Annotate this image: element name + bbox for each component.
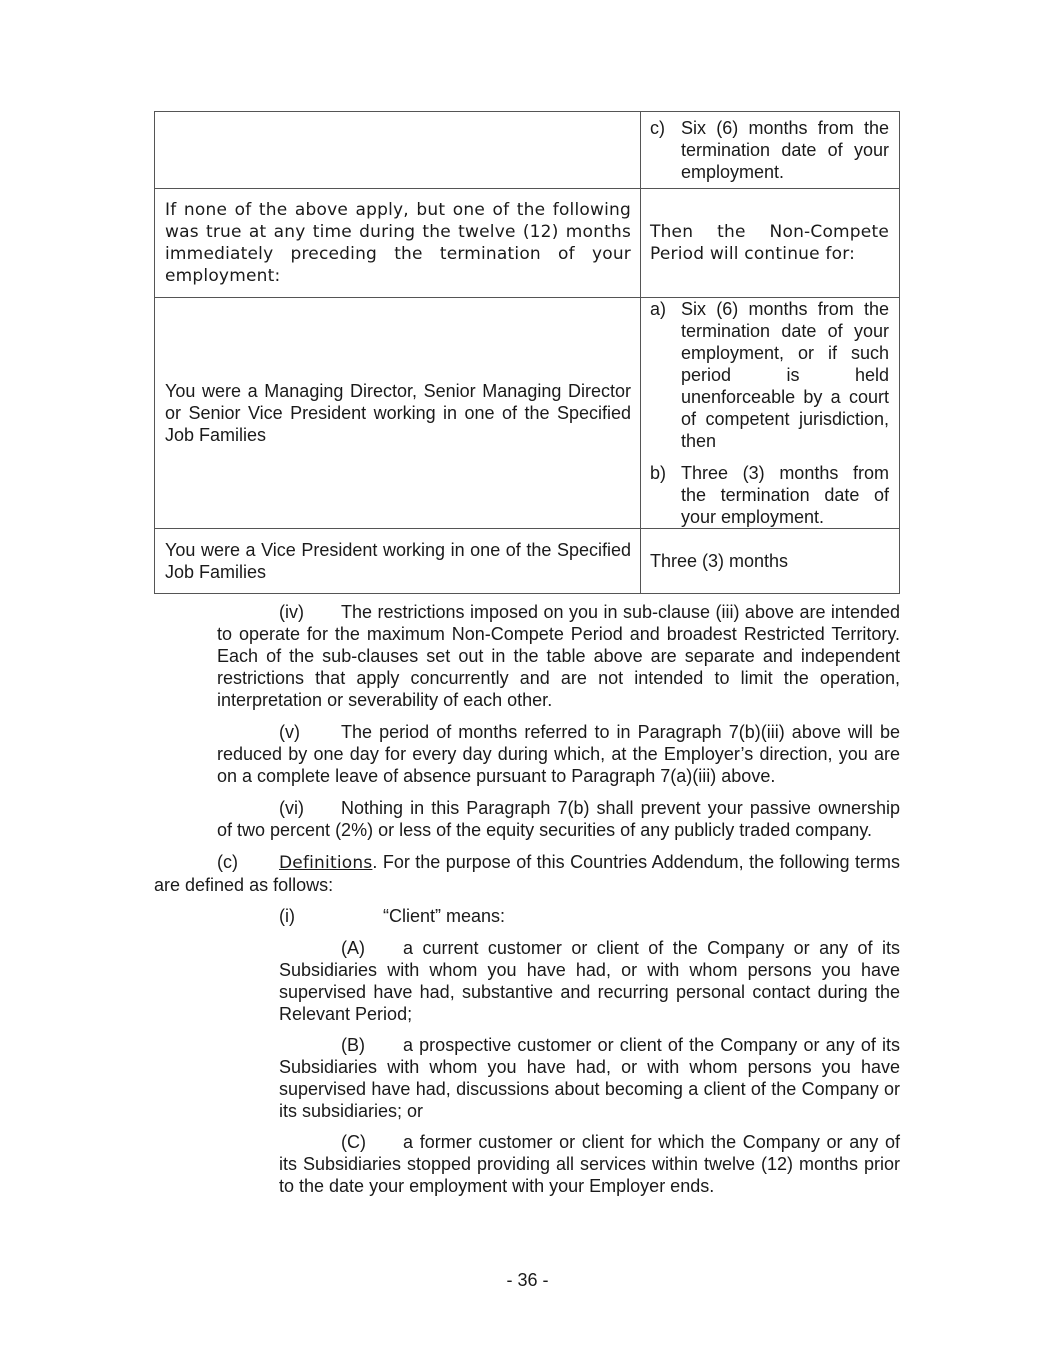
paragraph-v [217, 721, 900, 787]
list-item [650, 298, 889, 452]
paragraph-label: (i) [279, 906, 295, 926]
item-text: Three (3) months from the termination date of your employment. [681, 463, 889, 527]
non-compete-table [154, 111, 900, 594]
paragraph-label: (B) [341, 1035, 365, 1055]
table-cell: If none of the above apply, but one of the following was true at any time during the twelve (12) months immediately preceding the termination of your employment: [155, 189, 641, 298]
paragraph-label: (vi) [279, 798, 304, 818]
table-row [155, 189, 900, 298]
item-marker: c) [650, 118, 665, 138]
paragraph-text: a former customer or client for which the Company or any of its Subsidiaries stopped providing all services within twelve (12) months prior to the date your employment with your Employer ends. [279, 1132, 900, 1196]
table-cell [641, 112, 900, 189]
paragraph-iv [217, 601, 900, 711]
list-item [650, 462, 889, 528]
paragraph-text: a current customer or client of the Company or any of its Subsidiaries with whom you have had, or with whom persons you have supervised have had, substantive and recurring personal contact during the Relevant Period; [279, 938, 900, 1024]
definitions-heading: Definitions [279, 853, 373, 873]
paragraph-text: . For the purpose of this Countries Addendum, the following terms are defined as follows: [154, 852, 900, 895]
paragraph-i [279, 905, 900, 927]
table-cell: You were a Managing Director, Senior Managing Director or Senior Vice President working in one of the Specified Job Families [155, 298, 641, 529]
table-cell: Then the Non-Compete Period will continue for: [641, 189, 900, 298]
paragraph-vi [217, 797, 900, 841]
paragraph-label: (C) [341, 1132, 366, 1152]
table-cell [641, 298, 900, 529]
table-cell-empty [155, 112, 641, 189]
list-item [650, 117, 889, 183]
table-row [155, 529, 900, 594]
table-row [155, 112, 900, 189]
paragraph-A [279, 937, 900, 1025]
paragraph-label: (v) [279, 722, 300, 742]
paragraph-text: The restrictions imposed on you in sub-clause (iii) above are intended to operate for the maximum Non-Compete Period and broadest Restricted Territory. Each of the sub-clauses set out in the table above are separate and independent restrictions that apply concurrently and are not intended to limit the operation, interpretation or severability of each other. [217, 602, 900, 710]
paragraph-label: (c) [217, 852, 238, 872]
table-row [155, 298, 900, 529]
page-number: - 36 - [506, 1270, 549, 1290]
paragraph-label: (iv) [279, 602, 304, 622]
item-marker: b) [650, 463, 667, 483]
paragraph-B [279, 1034, 900, 1122]
paragraph-text: a prospective customer or client of the Company or any of its Subsidiaries with whom you have had, or with whom persons you have supervised have had, discussions about becoming a client of the Company or its subsidiaries; or [279, 1035, 900, 1121]
paragraph-label: (A) [341, 938, 365, 958]
item-marker: a) [650, 299, 667, 319]
paragraph-text: The period of months referred to in Paragraph 7(b)(iii) above will be reduced by one day for every day during which, at the Employer’s direction, you are on a complete leave of absence pursuant to Paragraph 7(a)(iii) above. [217, 722, 900, 786]
paragraph-text: Nothing in this Paragraph 7(b) shall prevent your passive ownership of two percent (2%) or less of the equity securities of any publicly traded company. [217, 798, 900, 840]
item-text: Six (6) months from the termination date of your employment, or if such period is held unenforceable by a court of competent jurisdiction, then [681, 299, 889, 451]
item-text: Six (6) months from the termination date of your employment. [681, 118, 889, 182]
paragraph-C [279, 1131, 900, 1197]
table-cell: You were a Vice President working in one of the Specified Job Families [155, 529, 641, 594]
paragraph-c [154, 851, 900, 896]
paragraph-text: “Client” means: [383, 906, 506, 926]
table-cell: Three (3) months [641, 529, 900, 594]
